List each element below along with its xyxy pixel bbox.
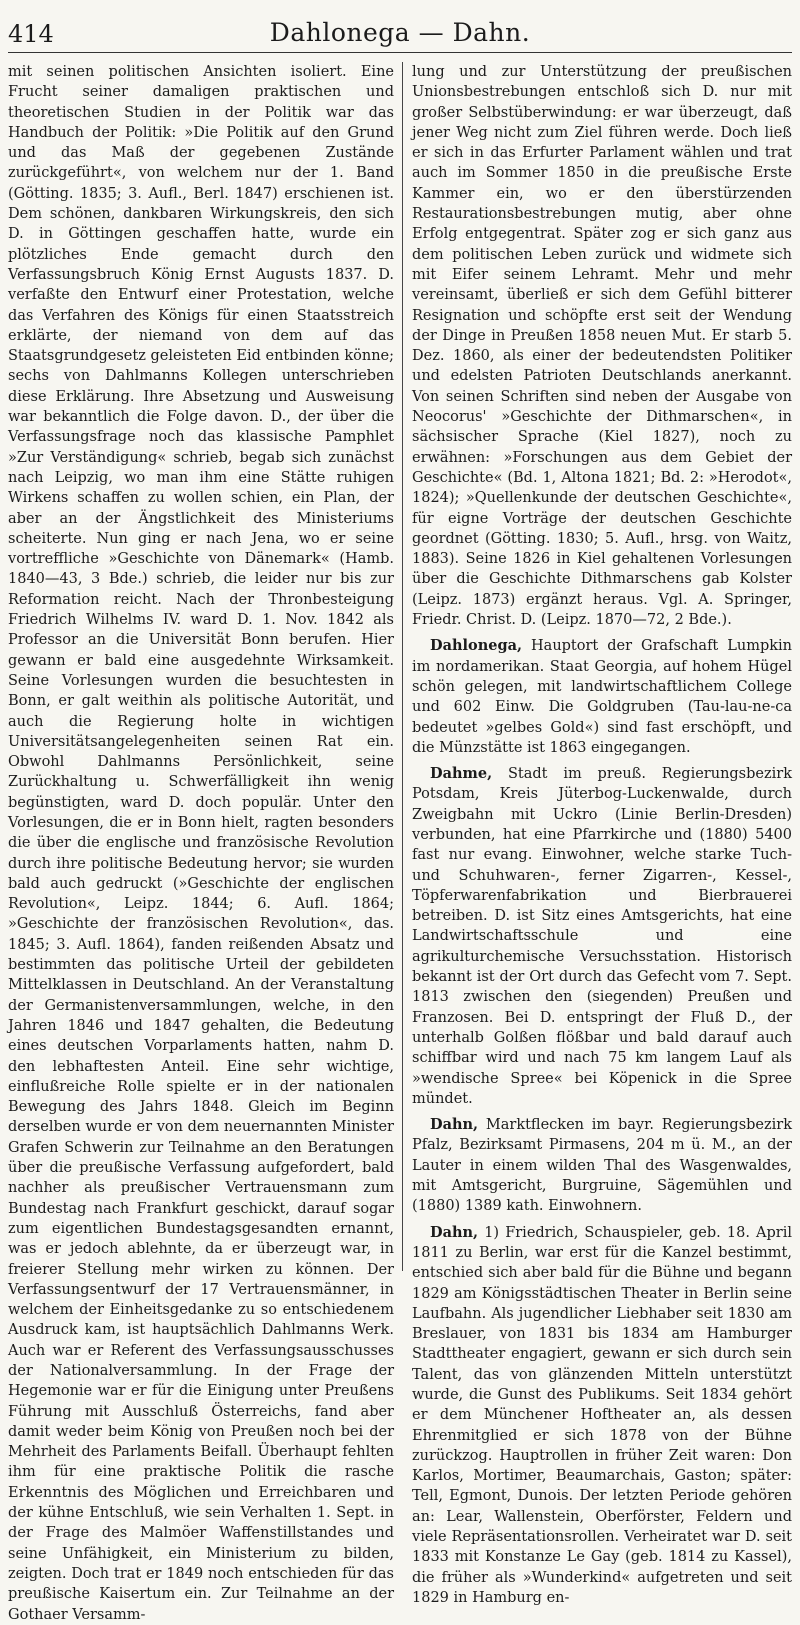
entry-text: Marktflecken im bayr. Regierungsbezirk Pfalz, Bezirksamt Pirmasens, 204 m ü. M., an der Lauter in einem wilden Thal des Wasgenwaldes, mit Amtsgericht, Burgruine, Sägemühlen und (1880) 1389 kath. Einwohnern. xyxy=(412,1117,792,1215)
headword: Dahlonega, xyxy=(430,637,523,655)
headword: Dahme, xyxy=(430,765,493,783)
running-title: Dahlonega — Dahn. xyxy=(269,18,531,47)
entry-dahlonega xyxy=(412,636,792,758)
column-divider xyxy=(402,62,403,1271)
left-column xyxy=(8,62,394,1623)
page-number: 414 xyxy=(8,20,54,48)
continued-entry-text: lung und zur Unterstützung der preußischen Unionsbestrebungen entschloß sich D. nur mit großer Selbstüberwindung: er war überzeugt, daß jener Weg nicht zum Ziel führen werde. Doch ließ er sich in das Erfurter Parlament wählen und trat auch im Sommer 1850 in die preußische Erste Kammer ein, wo er den überstürzenden Restaurationsbestrebungen mutig, aber ohne Erfolg entgegentrat. Später zog er sich ganz aus dem politischen Leben zurück und widmete sich mit Eifer seinem Lehramt. Mehr und mehr vereinsamt, überließ er sich dem Gefühl bitterer Resignation und schöpfte erst seit der Wendung der Dinge in Preußen 1858 neuen Mut. Er starb 5. Dez. 1860, als einer der bedeutendsten Politiker und edelsten Patrioten Deutschlands anerkannt. Von seinen Schriften sind neben der Ausgabe von Neocorus' »Geschichte der Dithmarschen«, in sächsischer Sprache (Kiel 1827), noch zu erwähnen: »Forschungen aus dem Gebiet der Geschichte« (Bd. 1, Altona 1821; Bd. 2: »Herodot«, 1824); »Quellenkunde der deutschen Geschichte«, für eigne Vorträge der deutschen Geschichte geordnet (Götting. 1830; 5. Aufl., hrsg. von Waitz, 1883). Seine 1826 in Kiel gehaltenen Vorlesungen über die Geschichte Dithmarschens gab Kolster (Leipz. 1873) ergänzt heraus. Vgl. A. Springer, Friedr. Christ. D. (Leipz. 1870—72, 2 Bde.). xyxy=(412,64,792,629)
headword: Dahn, xyxy=(430,1223,479,1241)
text-columns xyxy=(8,62,792,1623)
right-column xyxy=(412,62,792,1606)
entry-dahn-town xyxy=(412,1115,792,1216)
entry-text: Stadt im preuß. Regierungsbezirk Potsdam, Kreis Jüterbog-Luckenwalde, durch Zweigbahn mit Uckro (Linie Berlin-Dresden) verbunden, hat eine Pfarrkirche und (1880) 5400 fast nur evang. Einwohner, welche starke Tuch- und Schuhwaren-, ferner Zigarren-, Kessel-, Töpferwarenfabrikation und Bierbrauerei betreiben. D. ist Sitz eines Amtsgerichts, hat eine Landwirtschaftsschule und eine agrikulturchemische Versuchsstation. Historisch bekannt ist der Ort durch das Gefecht vom 7. Sept. 1813 zwischen den (siegenden) Preußen und Franzosen. Bei D. entspringt der Fluß D., der unterhalb Golßen flößbar und bald darauf auch schiffbar wird und nach 75 km langem Lauf als »wendische Spree« bei Köpenick in die Spree mündet. xyxy=(412,766,792,1107)
entry-text: Hauptort der Grafschaft Lumpkin im nordamerikan. Staat Georgia, auf hohem Hügel schön gelegen, mit landwirtschaftlichem College und 602 Einw. Die Goldgruben (Tau-lau-ne-ca bedeutet »gelbes Gold«) sind fast erschöpft, und die Münzstätte ist 1863 eingegangen. xyxy=(412,638,792,756)
page-header xyxy=(8,12,792,53)
continued-entry-text: mit seinen politischen Ansichten isoliert. Eine Frucht seiner damaligen praktischen und theoretischen Studien in der Politik war das Handbuch der Politik: »Die Politik auf den Grund und das Maß der gegebenen Zustände zurückgeführt«, von welchem nur der 1. Band (Götting. 1835; 3. Aufl., Berl. 1847) erschienen ist. Dem schönen, dankbaren Wirkungskreis, den sich D. in Göttingen geschaffen hatte, wurde ein plötzliches Ende gemacht durch den Verfassungsbruch König Ernst Augusts 1837. D. verfaßte den Entwurf einer Protestation, welche das Verfahren des Königs für einen Staatsstreich erklärte, der niemand von dem auf das Staatsgrundgesetz geleisteten Eid entbinden könne; sechs von Dahlmanns Kollegen unterschrieben diese Erklärung. Ihre Absetzung und Ausweisung war bekanntlich die Folge davon. D., der über die Verfassungsfrage noch das klassische Pamphlet »Zur Verständigung« schrieb, begab sich zunächst nach Leipzig, wo man ihm eine Stätte ruhigen Wirkens schaffen zu wollen schien, ein Plan, der aber an der Ängstlichkeit des Ministeriums scheiterte. Nun ging er nach Jena, wo er seine vortreffliche »Geschichte von Dänemark« (Hamb. 1840—43, 3 Bde.) schrieb, die leider nur bis zur Reformation reicht. Nach der Thronbesteigung Friedrich Wilhelms IV. ward D. 1. Nov. 1842 als Professor an die Universität Bonn berufen. Hier gewann er bald eine ausgedehnte Wirksamkeit. Seine Vorlesungen wurden die besuchtesten in Bonn, er galt weithin als politische Autorität, und auch die Regierung holte in wichtigen Universitätsangelegenheiten seinen Rat ein. Obwohl Dahlmanns Persönlichkeit, seine Zurückhaltung u. Schwerfälligkeit ihn wenig begünstigten, ward D. doch populär. Unter den Vorlesungen, die er in Bonn hielt, ragten besonders die über die englische und französische Revolution durch ihre politische Bedeutung hervor; sie wurden bald auch gedruckt (»Geschichte der englischen Revolution«, Leipz. 1844; 6. Aufl. 1864; »Geschichte der französischen Revolution«, das. 1845; 3. Aufl. 1864), fanden reißenden Absatz und bestimmten das politische Urteil der gebildeten Mittelklassen in Deutschland. An der Veranstaltung der Germanistenversammlungen, welche, in den Jahren 1846 und 1847 gehalten, die Bedeutung eines deutschen Vorparlaments hatten, nahm D. den lebhaftesten Anteil. Eine sehr wichtige, einflußreiche Rolle spielte er in der nationalen Bewegung des Jahrs 1848. Gleich im Beginn derselben wurde er von dem neuernannten Minister Grafen Schwerin zur Teilnahme an den Beratungen über die preußische Verfassung aufgefordert, bald nachher als preußischer Vertrauensmann zum Bundestag nach Frankfurt geschickt, darauf sogar zum eigentlichen Bundestagsgesandten ernannt, was er jedoch ablehnte, da er überzeugt war, in freierer Stellung mehr wirken zu können. Der Verfassungsentwurf der 17 Vertrauensmänner, in welchem der Einheitsgedanke zu so entschiedenem Ausdruck kam, ist hauptsächlich Dahlmanns Werk. Auch war er Referent des Verfassungsausschusses der Nationalversammlung. In der Frage der Hegemonie war er für die Einigung unter Preußens Führung mit Ausschluß Österreichs, fand aber damit weder beim König von Preußen noch bei der Mehrheit des Parlaments Beifall. Überhaupt fehlten ihm für eine praktische Politik die rasche Erkenntnis des Möglichen und Erreichbaren und der kühne Entschluß, wie sein Verhalten 1. Sept. in der Frage des Malmöer Waffenstillstandes und seine Unfähigkeit, ein Ministerium zu bilden, zeigten. Doch trat er 1849 noch entschieden für das preußische Kaisertum ein. Zur Teilnahme an der Gothaer Versamm- xyxy=(8,64,394,1623)
headword: Dahn, xyxy=(430,1116,479,1134)
entry-dahn-person xyxy=(412,1223,792,1609)
entry-text: 1) Friedrich, Schauspieler, geb. 18. April 1811 zu Berlin, war erst für die Kanzel bestimmt, entschied sich aber bald für die Bühne und begann 1829 am Königsstädtischen Theater in Berlin seine Laufbahn. Als jugendlicher Liebhaber seit 1830 am Breslauer, von 1831 bis 1834 am Hamburger Stadttheater engagiert, gewann er sich durch sein Talent, das von glänzenden Mitteln unterstützt wurde, die Gunst des Publikums. Seit 1834 gehört er dem Münchener Hoftheater an, als dessen Ehrenmitglied er sich 1878 von der Bühne zurückzog. Hauptrollen in früher Zeit waren: Don Karlos, Mortimer, Beaumarchais, Gaston; später: Tell, Egmont, Dunois. Der letzten Periode gehören an: Lear, Wallenstein, Oberförster, Feldern und viele Repräsentationsrollen. Verheiratet war D. seit 1833 mit Konstanze Le Gay (geb. 1814 zu Kassel), die früher als »Wunderkind« aufgetreten und seit 1829 in Hamburg en- xyxy=(412,1224,792,1606)
entry-dahme xyxy=(412,764,792,1109)
